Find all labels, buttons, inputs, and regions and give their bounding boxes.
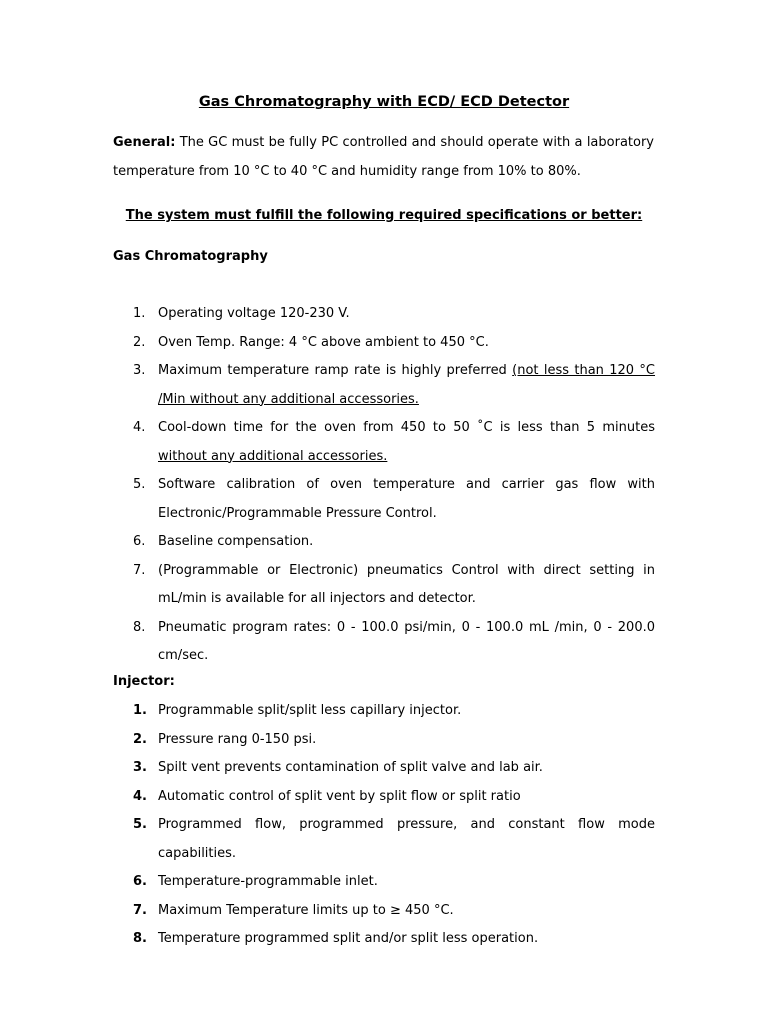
item-text: Operating voltage 120-230 V. [158,306,350,321]
list-item [113,557,655,614]
injector-spec-list [113,697,655,954]
item-text: Maximum Temperature limits up to ≥ 450 °C. [158,902,454,918]
item-number: 4. [133,788,147,804]
list-item [113,300,655,329]
item-text: Programmed flow, programmed pressure, and constant flow mode capabilities. [158,817,655,861]
list-item [113,811,655,868]
item-text: Software calibration of oven temperature and carrier gas flow with Electronic/Programmable Pressure Control. [158,477,655,521]
item-text: Temperature programmed split and/or split less operation. [158,931,539,946]
item-number: 3. [133,760,147,775]
item-text: Maximum temperature ramp rate is highly preferred [158,363,513,378]
list-item [113,697,655,726]
item-text: Oven Temp. Range: 4 °C above ambient to 450 °C. [158,334,489,350]
item-number: 4. [133,420,146,435]
item-number: 7. [133,902,147,918]
list-item [113,754,655,783]
item-number: 6. [133,874,147,889]
item-number: 3. [133,363,146,378]
list-item [113,783,655,812]
list-item [113,471,655,528]
item-number: 7. [133,562,146,578]
item-number: 1. [133,703,147,718]
item-number: 8. [133,931,147,946]
general-paragraph [113,129,654,186]
requirement-heading: The system must fulfill the following required specifications or better: [125,208,643,223]
item-underlined-text: without any additional accessories. [158,448,388,464]
item-text: Baseline compensation. [158,534,314,549]
item-number: 5. [133,477,146,492]
list-item [113,357,655,414]
item-text: Cool-down time for the oven from 450 to 50 ˚C is less than 5 minutes [158,420,655,435]
item-text: Programmable split/split less capillary injector. [158,703,462,718]
gc-spec-list [113,300,655,671]
item-number: 2. [133,334,146,350]
general-text: The GC must be fully PC controlled and should operate with a laboratory temperature from 10 °C to 40 °C and humidity range from 10% to 80%. [113,135,654,179]
list-item [113,925,655,954]
item-text: (Programmable or Electronic) pneumatics Control with direct setting in mL/min is available for all injectors and detector. [158,562,655,606]
item-number: 1. [133,306,146,321]
item-underlined-text: (not less than 120 °C /Min without any additional accessories. [158,363,656,407]
injector-heading: Injector: [113,674,175,689]
list-item [113,614,655,671]
list-item [113,414,655,471]
item-number: 5. [133,817,147,832]
item-text: Temperature-programmable inlet. [158,874,378,889]
list-item [113,528,655,557]
item-number: 6. [133,534,146,549]
list-item [113,726,655,755]
item-number: 8. [133,619,146,635]
document-title: Gas Chromatography with ECD/ ECD Detector [198,94,570,110]
item-number: 2. [133,731,147,747]
list-item [113,868,655,897]
item-text: Pneumatic program rates: 0 - 100.0 psi/min, 0 - 100.0 mL /min, 0 - 200.0 cm/sec. [158,619,655,663]
item-text: Pressure rang 0-150 psi. [158,731,317,747]
item-text: Spilt vent prevents contamination of split valve and lab air. [158,760,543,775]
item-text: Automatic control of split vent by split flow or split ratio [158,788,521,804]
list-item [113,897,655,926]
gc-heading: Gas Chromatography [113,249,268,264]
list-item [113,329,655,358]
general-label: General: [113,135,176,150]
